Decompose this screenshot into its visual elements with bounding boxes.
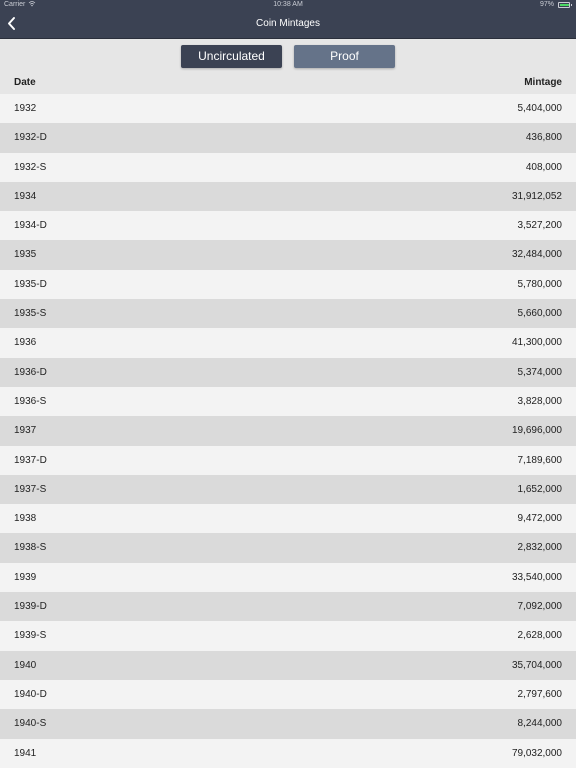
- date-cell: 1935: [14, 249, 37, 261]
- mintage-column-header: Mintage: [524, 77, 562, 88]
- date-cell: 1939-D: [14, 601, 47, 613]
- table-row[interactable]: [0, 533, 576, 562]
- table-row[interactable]: [0, 358, 576, 387]
- mintage-cell: 5,374,000: [517, 366, 562, 378]
- page-title: Coin Mintages: [256, 18, 320, 29]
- mintage-cell: 5,660,000: [517, 308, 562, 320]
- table-row[interactable]: [0, 739, 576, 768]
- table-row[interactable]: [0, 592, 576, 621]
- table-row[interactable]: [0, 123, 576, 152]
- mintage-cell: 35,704,000: [511, 659, 562, 671]
- mintage-cell: 408,000: [525, 161, 562, 173]
- date-cell: 1932-S: [14, 161, 47, 173]
- mintage-cell: 3,828,000: [517, 395, 562, 407]
- date-cell: 1932-D: [14, 132, 47, 144]
- date-cell: 1941: [14, 747, 37, 759]
- status-bar: [0, 0, 576, 11]
- mintage-cell: 8,244,000: [517, 718, 562, 730]
- table-row[interactable]: [0, 446, 576, 475]
- mintage-cell: 41,300,000: [511, 337, 562, 349]
- mintage-cell: 5,404,000: [517, 103, 562, 114]
- mintage-cell: 19,696,000: [511, 425, 562, 437]
- mintage-cell: 9,472,000: [517, 513, 562, 525]
- table-row[interactable]: [0, 651, 576, 680]
- table-row[interactable]: [0, 328, 576, 357]
- date-cell: 1932: [14, 103, 37, 114]
- date-cell: 1935-D: [14, 278, 47, 290]
- table-row[interactable]: [0, 709, 576, 738]
- table-row[interactable]: [0, 94, 576, 123]
- table-row[interactable]: [0, 153, 576, 182]
- table-row[interactable]: [0, 299, 576, 328]
- date-cell: 1938: [14, 513, 37, 525]
- battery-percent: 97%: [539, 1, 554, 8]
- mintage-table: [0, 94, 576, 768]
- mintage-cell: 2,797,600: [517, 688, 562, 700]
- date-cell: 1934-D: [14, 220, 47, 232]
- carrier-label: Carrier: [4, 1, 26, 8]
- table-row[interactable]: [0, 387, 576, 416]
- date-cell: 1934: [14, 190, 37, 202]
- date-cell: 1938-S: [14, 542, 47, 554]
- date-cell: 1940-S: [14, 718, 47, 730]
- table-row[interactable]: [0, 475, 576, 504]
- table-row[interactable]: [0, 416, 576, 445]
- navigation-bar: [0, 11, 576, 39]
- date-cell: 1935-S: [14, 308, 47, 320]
- date-column-header: Date: [14, 77, 36, 88]
- mintage-cell: 79,032,000: [511, 747, 562, 759]
- mintage-cell: 1,652,000: [517, 483, 562, 495]
- date-cell: 1936-D: [14, 366, 47, 378]
- mintage-cell: 5,780,000: [517, 278, 562, 290]
- status-time: 10:38 AM: [273, 1, 303, 8]
- table-row[interactable]: [0, 504, 576, 533]
- proof-button[interactable]: Proof: [294, 45, 395, 68]
- date-cell: 1936: [14, 337, 37, 349]
- table-row[interactable]: [0, 563, 576, 592]
- table-row[interactable]: [0, 240, 576, 269]
- date-cell: 1939-S: [14, 630, 47, 642]
- date-cell: 1940: [14, 659, 37, 671]
- table-row[interactable]: [0, 182, 576, 211]
- battery-icon: [558, 2, 570, 8]
- table-row[interactable]: [0, 270, 576, 299]
- table-row[interactable]: [0, 621, 576, 650]
- date-cell: 1939: [14, 571, 37, 583]
- date-cell: 1937-S: [14, 483, 47, 495]
- mintage-cell: 436,800: [525, 132, 562, 144]
- date-cell: 1937: [14, 425, 37, 437]
- mintage-cell: 33,540,000: [511, 571, 562, 583]
- table-row[interactable]: [0, 680, 576, 709]
- mintage-cell: 7,189,600: [517, 454, 562, 466]
- mintage-cell: 2,628,000: [517, 630, 562, 642]
- date-cell: 1940-D: [14, 688, 47, 700]
- mintage-cell: 7,092,000: [517, 601, 562, 613]
- segmented-control: [0, 39, 576, 73]
- table-row[interactable]: [0, 211, 576, 240]
- mintage-cell: 32,484,000: [511, 249, 562, 261]
- mintage-cell: 3,527,200: [517, 220, 562, 232]
- mintage-cell: 2,832,000: [517, 542, 562, 554]
- date-cell: 1937-D: [14, 454, 47, 466]
- date-cell: 1936-S: [14, 395, 47, 407]
- uncirculated-button[interactable]: Uncirculated: [181, 45, 282, 68]
- mintage-cell: 31,912,052: [511, 190, 562, 202]
- table-header: [0, 73, 576, 94]
